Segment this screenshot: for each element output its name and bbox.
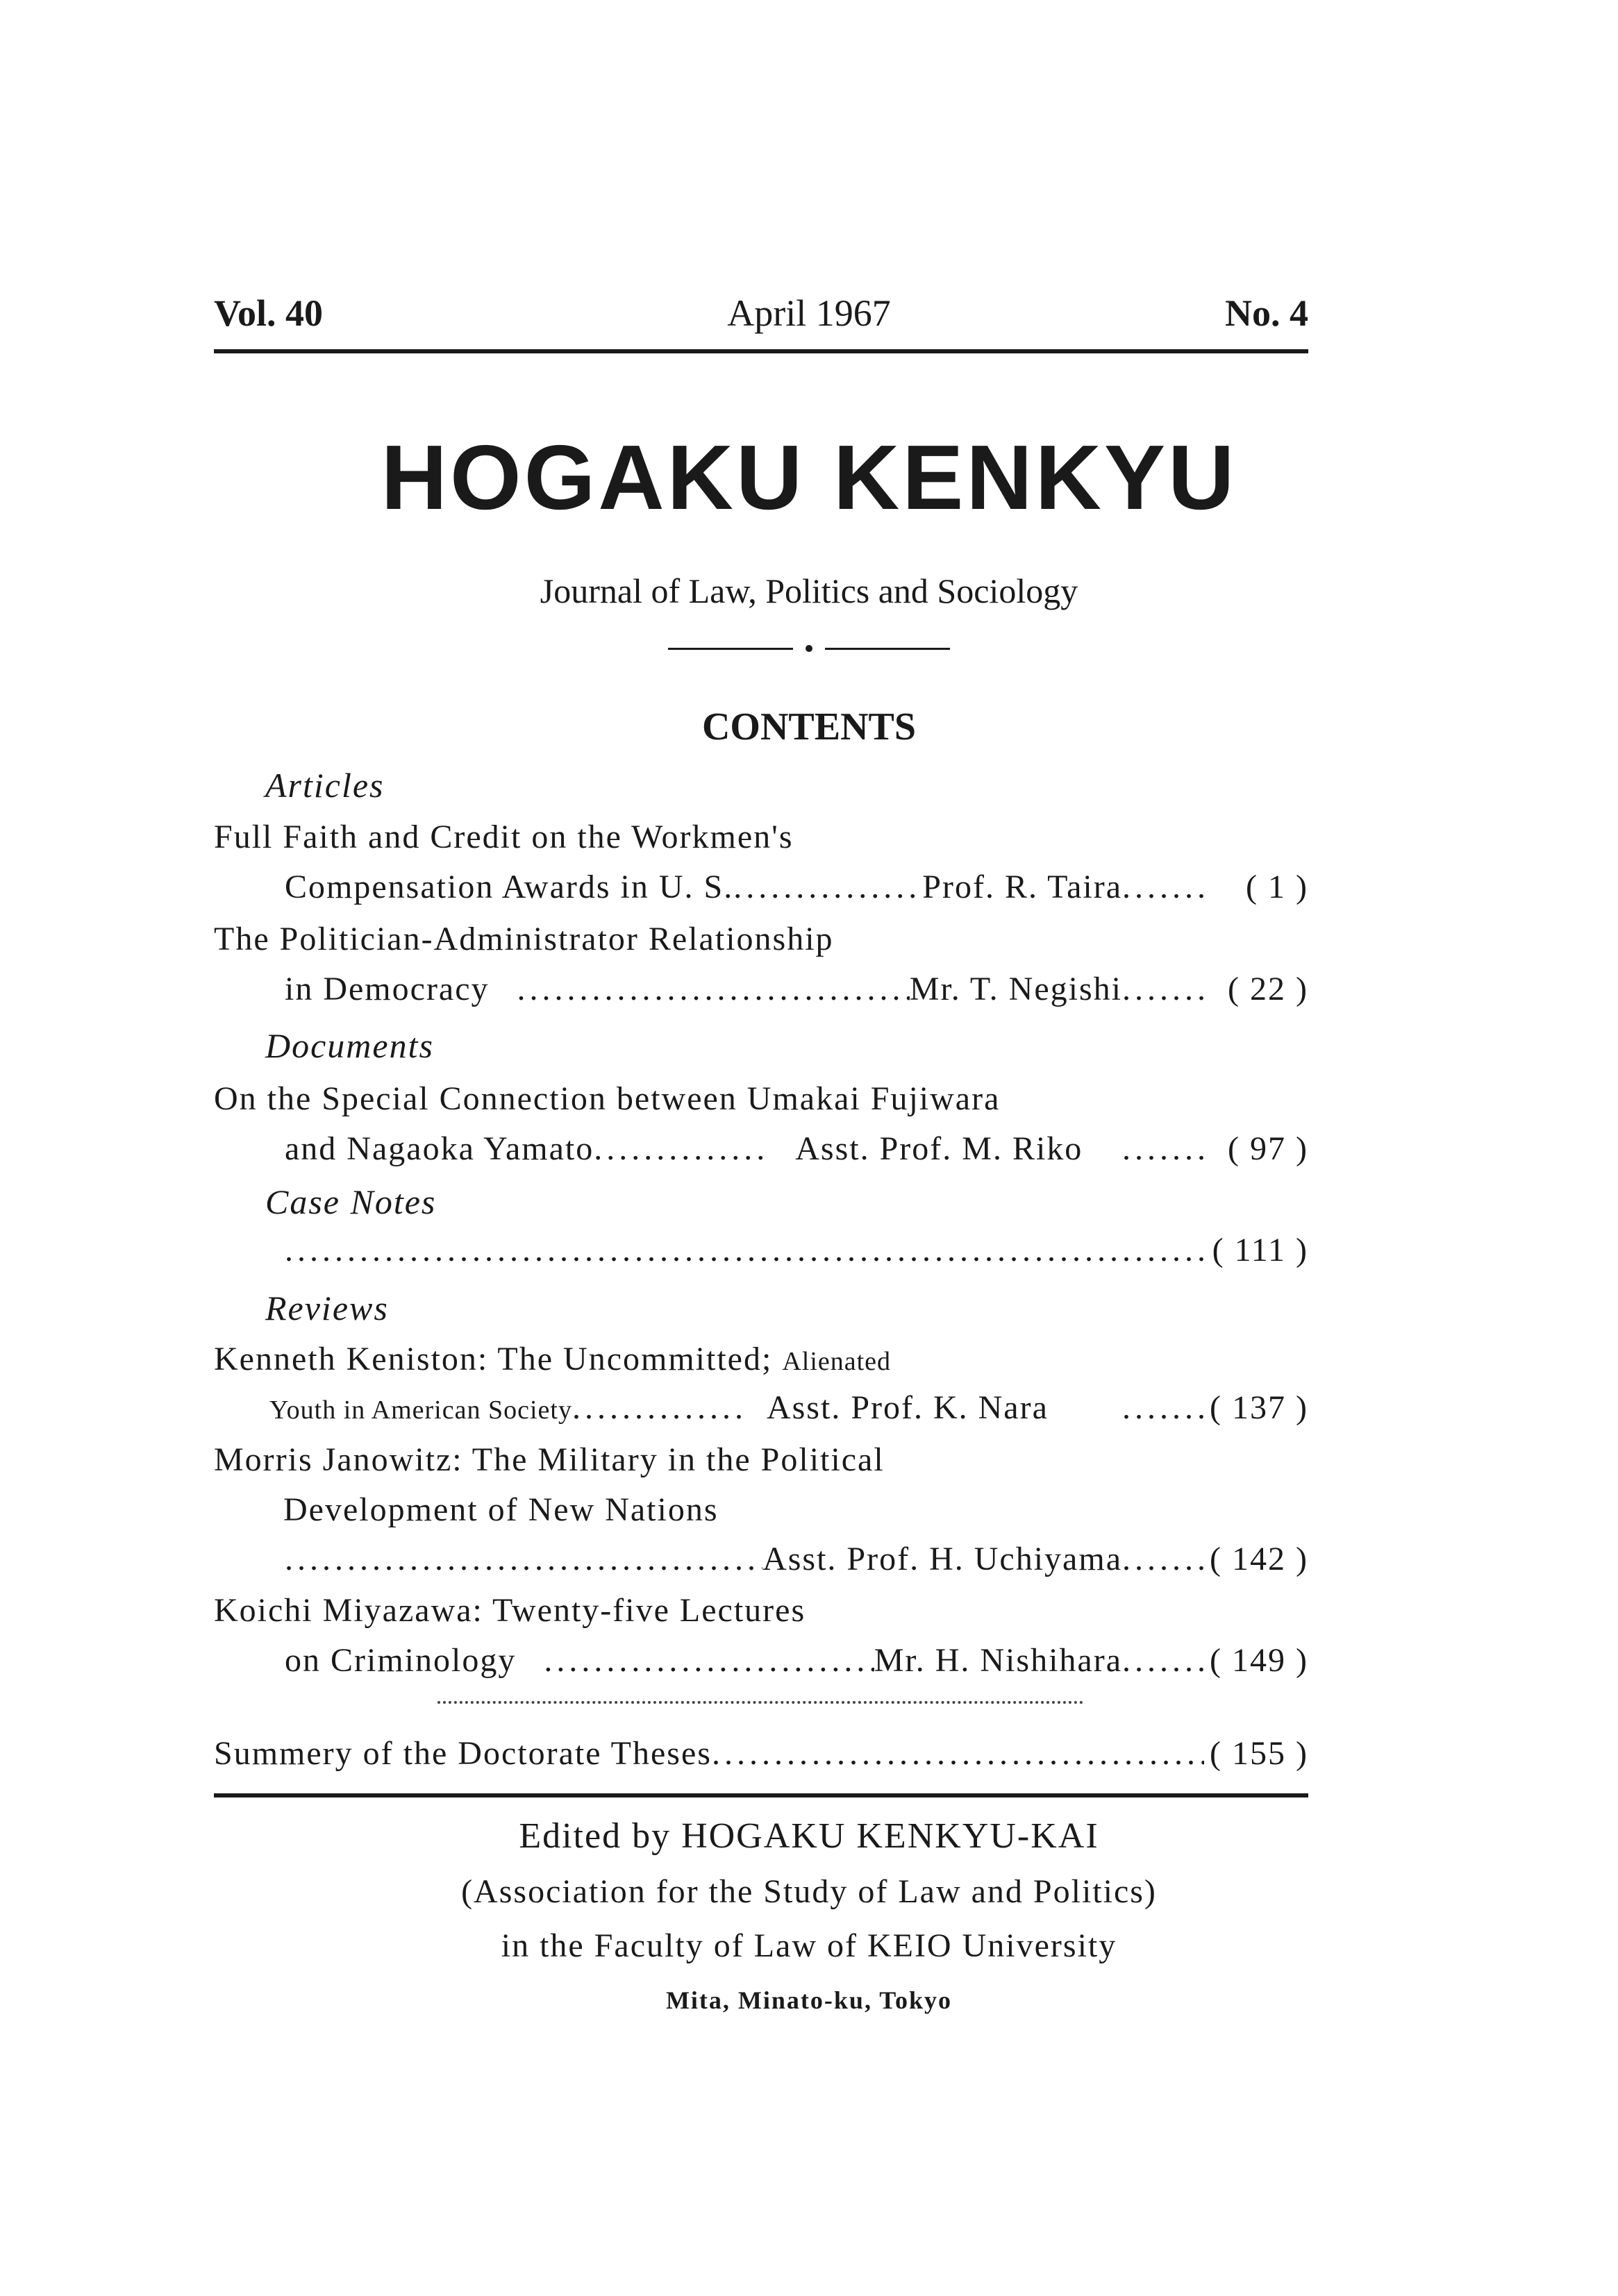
contents-heading: CONTENTS <box>701 705 917 748</box>
leader-dots <box>544 1641 874 1679</box>
leader-dots <box>594 1130 767 1168</box>
summary-page: ( 155 ) <box>1210 1735 1308 1772</box>
case-notes-page: ( 111 ) <box>1212 1232 1308 1268</box>
review-1-row <box>214 1389 1308 1432</box>
review-3-row <box>214 1641 1308 1684</box>
review-1-title-small: Alienated <box>782 1347 892 1376</box>
summary-row <box>214 1734 1308 1777</box>
leader-dots <box>1122 1540 1204 1578</box>
article-1-row <box>214 868 1308 911</box>
article-2-row <box>214 970 1308 1013</box>
leader-dots <box>572 1389 746 1427</box>
issue-number: No. 4 <box>1225 292 1308 334</box>
review-2-title-line1: Morris Janowitz: The Military in the Political <box>214 1441 885 1478</box>
case-notes-row <box>214 1231 1308 1274</box>
footer-rule <box>214 1793 1308 1798</box>
issue-date: April 1967 <box>727 292 891 334</box>
review-2-row <box>214 1540 1308 1583</box>
leader-dots <box>1122 1641 1204 1679</box>
leader-dots <box>285 1540 762 1578</box>
section-case-notes: Case Notes <box>265 1182 437 1221</box>
document-1-author: Asst. Prof. M. Riko <box>795 1130 1083 1167</box>
address: Mita, Minato-ku, Tokyo <box>665 1986 953 2014</box>
article-1-author: Prof. R. Taira <box>922 869 1122 905</box>
document-1-title-line1: On the Special Connection between Umakai Fujiwara <box>214 1080 1001 1117</box>
review-2-page: ( 142 ) <box>1210 1541 1308 1577</box>
review-1-author: Asst. Prof. K. Nara <box>766 1389 1049 1426</box>
document-1-title-line2: and Nagaoka Yamato <box>285 1130 594 1167</box>
article-2-title-line2: in Democracy <box>285 971 490 1007</box>
review-1-title-main: Kenneth Keniston: The Uncommitted; <box>214 1341 773 1377</box>
edited-by: Edited by HOGAKU KENKYU-KAI <box>519 1816 1099 1856</box>
review-1-page: ( 137 ) <box>1210 1389 1308 1426</box>
document-1-row <box>214 1130 1308 1173</box>
leader-dots <box>1122 868 1204 906</box>
article-1-page: ( 1 ) <box>1246 869 1308 905</box>
review-3-title-line2: on Criminology <box>285 1642 517 1679</box>
review-2-title-line2: Development of New Nations <box>283 1491 719 1528</box>
association: (Association for the Study of Law and Politics) <box>461 1873 1157 1910</box>
leader-dots <box>1122 970 1204 1008</box>
section-reviews: Reviews <box>265 1289 389 1327</box>
leader-dots <box>1122 1389 1204 1427</box>
article-2-page: ( 22 ) <box>1228 971 1308 1007</box>
leader-dots <box>1122 1130 1204 1168</box>
leader-dots <box>733 868 922 906</box>
review-1-title-line2: Youth in American Society <box>269 1396 572 1425</box>
document-1-page: ( 97 ) <box>1228 1130 1308 1167</box>
leader-dots <box>517 970 910 1008</box>
article-1-title-line1: Full Faith and Credit on the Workmen's <box>214 819 794 855</box>
article-2-author: Mr. T. Negishi <box>909 971 1122 1007</box>
article-1-title-line2: Compensation Awards in U. S. <box>285 869 734 905</box>
section-articles: Articles <box>265 766 385 805</box>
header-rule <box>214 349 1308 353</box>
journal-title: HOGAKU KENKYU <box>381 426 1237 528</box>
ornament-divider <box>0 642 1618 663</box>
review-1-title-line1 <box>214 1340 891 1378</box>
review-3-title-line1: Koichi Miyazawa: Twenty-five Lectures <box>214 1592 806 1629</box>
faculty: in the Faculty of Law of KEIO University <box>501 1927 1117 1964</box>
review-3-page: ( 149 ) <box>1210 1642 1308 1679</box>
dotted-separator <box>437 1701 1083 1704</box>
volume-number: Vol. 40 <box>214 292 324 334</box>
summary-title: Summery of the Doctorate Theses <box>214 1735 712 1772</box>
journal-subtitle: Journal of Law, Politics and Sociology <box>540 571 1078 610</box>
review-2-author: Asst. Prof. H. Uchiyama <box>762 1541 1122 1577</box>
section-documents: Documents <box>265 1026 434 1065</box>
leader-dots <box>285 1231 1204 1269</box>
review-3-author: Mr. H. Nishihara <box>874 1642 1122 1679</box>
leader-dots <box>712 1734 1204 1773</box>
article-2-title-line1: The Politician-Administrator Relationship <box>214 921 834 957</box>
